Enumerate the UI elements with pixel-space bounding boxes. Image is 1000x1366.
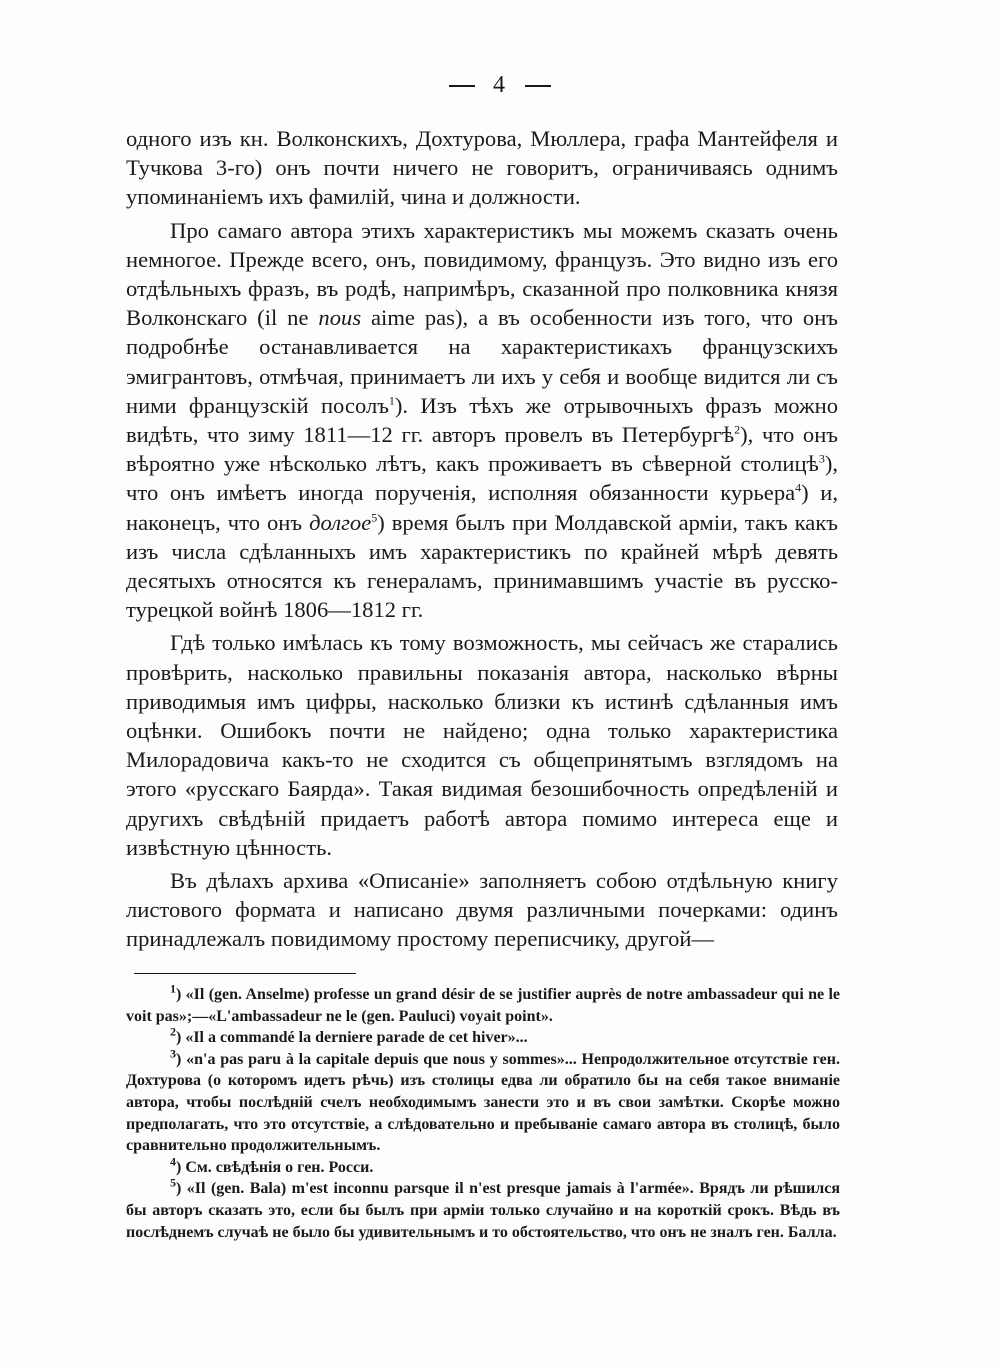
- footnotes: [126, 981, 840, 1243]
- page-header: [0, 72, 1000, 99]
- text-run: ), что онъ вѣроятно уже нѣсколько лѣтъ, какъ проживаетъ въ сѣверной столицѣ: [126, 422, 838, 477]
- footnote-text: ) «Il a commandé la derniere parade de cet hiver»...: [176, 1029, 528, 1047]
- footnote-2: [126, 1024, 840, 1049]
- footnote-text: ) «Il (gen. Bala) m'est inconnu parsque il n'est presque jamais à l'armée». Врядъ ли рѣшился бы авторъ сказать это, если бы былъ при арміи только случайно и на короткій срокъ. Вѣдь въ послѣднемъ случаѣ не было бы удивительнымъ и то обстоятельство, что онъ не зналъ ген. Балла.: [126, 1180, 840, 1241]
- text-run: ). Изъ тѣхъ же отрывочныхъ фразъ можно видѣть, что зиму 1811—12 гг. авторъ провелъ въ Петербургѣ: [126, 392, 838, 448]
- text-run: Про самаго автора этихъ характеристикъ мы можемъ сказать очень немногое. Прежде всего, онъ, повидимому, французъ. Это видно изъ его отдѣльныхъ фразъ, въ родѣ, напримѣръ, сказанной про полковника князя Волконскаго (il ne: [126, 217, 838, 331]
- footnote-ref: 4: [795, 480, 802, 495]
- footnote-3: [126, 1046, 840, 1157]
- page-number: 4: [493, 72, 507, 98]
- footnote-separator: [134, 973, 356, 974]
- paragraph-1: одного изъ кн. Волконскихъ, Дохтурова, Мюллера, графа Мантейфеля и Тучкова 3-го) онъ почти ничего не говоритъ, ограничиваясь однимъ упоминаніемъ ихъ фамилій, чина и должности.: [126, 126, 838, 210]
- footnote-4: [126, 1154, 840, 1179]
- footnote-marker: 3: [170, 1046, 176, 1061]
- footnote-marker: 2: [170, 1024, 176, 1039]
- header-dash-right: [525, 85, 551, 87]
- footnote-ref: 3: [818, 451, 825, 466]
- italic-run: долгое: [309, 509, 372, 535]
- header-dash-left: [449, 85, 475, 87]
- footnote-5: [126, 1178, 840, 1243]
- main-text: [126, 124, 838, 954]
- footnote-marker: 4: [170, 1154, 176, 1169]
- text-run: ) время былъ при Молдавской арміи, такъ какъ изъ числа сдѣланныхъ имъ характеристикъ по крайней мѣрѣ девять десятыхъ относятся къ генераламъ, принимавшимъ участіе въ русско-турецкой войнѣ 1806—1812 гг.: [126, 509, 838, 623]
- footnote-ref: 5: [371, 510, 378, 525]
- footnote-text: ) «Il (gen. Anselme) professe un grand désir de se justifier auprès de notre ambassadeur qui ne le voit pas»;—«L'ambassadeur ne le (gen. Pauluci) voyait point».: [126, 986, 840, 1025]
- footnote-text: ) См. свѣдѣнія о ген. Росси.: [176, 1158, 374, 1176]
- text-run: ) и, наконецъ, что онъ: [126, 480, 839, 535]
- footnote-1: [126, 981, 840, 1027]
- italic-run: nous: [318, 305, 362, 331]
- footnote-marker: 5: [170, 1176, 176, 1191]
- paragraph-2: [126, 216, 838, 625]
- paragraph-3: Гдѣ только имѣлась къ тому возможность, мы сейчасъ же старались провѣрить, насколько правильны показанія автора, насколько вѣрны приводимыя имъ цифры, насколько близки къ истинѣ сдѣланныя имъ оцѣнки. Ошибокъ почти не найдено; одна только характеристика Милорадовича какъ-то не сходится съ общепринятымъ взглядомъ на этого «русскаго Баярда». Такая видимая безошибочность опредѣленій и другихъ свѣдѣній придаетъ работѣ автора помимо интереса еще и извѣстную цѣнность.: [126, 630, 838, 860]
- footnote-text: ) «n'a pas paru à la capitale depuis que nous y sommes»... Непродолжительное отсутствіе ген. Дохтурова (о которомъ идетъ рѣчь) изъ столицы едва ли обратило бы на себя такое вниманіе автора, чтобы послѣдній счелъ необходимымъ занести это и въ свои замѣтки. Скорѣе можно предполагать, что это отсутствіе, а слѣдовательно и пребываніе самаго автора въ столицѣ, было сравнительно продолжительнымъ.: [126, 1050, 840, 1155]
- footnote-ref: 2: [734, 422, 741, 437]
- text-run: ), что онъ имѣетъ иногда порученія, исполняя обязанности курьера: [126, 451, 838, 506]
- footnote-marker: 1: [170, 981, 176, 996]
- paragraph-4: Въ дѣлахъ архива «Описаніе» заполняетъ собою отдѣльную книгу листового формата и написано двумя различными почерками: одинъ принадлежалъ повидимому простому переписчику, другой—: [126, 868, 838, 952]
- footnote-ref: 1: [388, 393, 395, 408]
- text-run: aime pas), а въ особенности изъ того, что онъ подробнѣе останавливается на характеристикахъ французскихъ эмигрантовъ, отмѣчая, принимаетъ ли ихъ у себя и вообще видится ли съ ними французскій посолъ: [126, 305, 838, 418]
